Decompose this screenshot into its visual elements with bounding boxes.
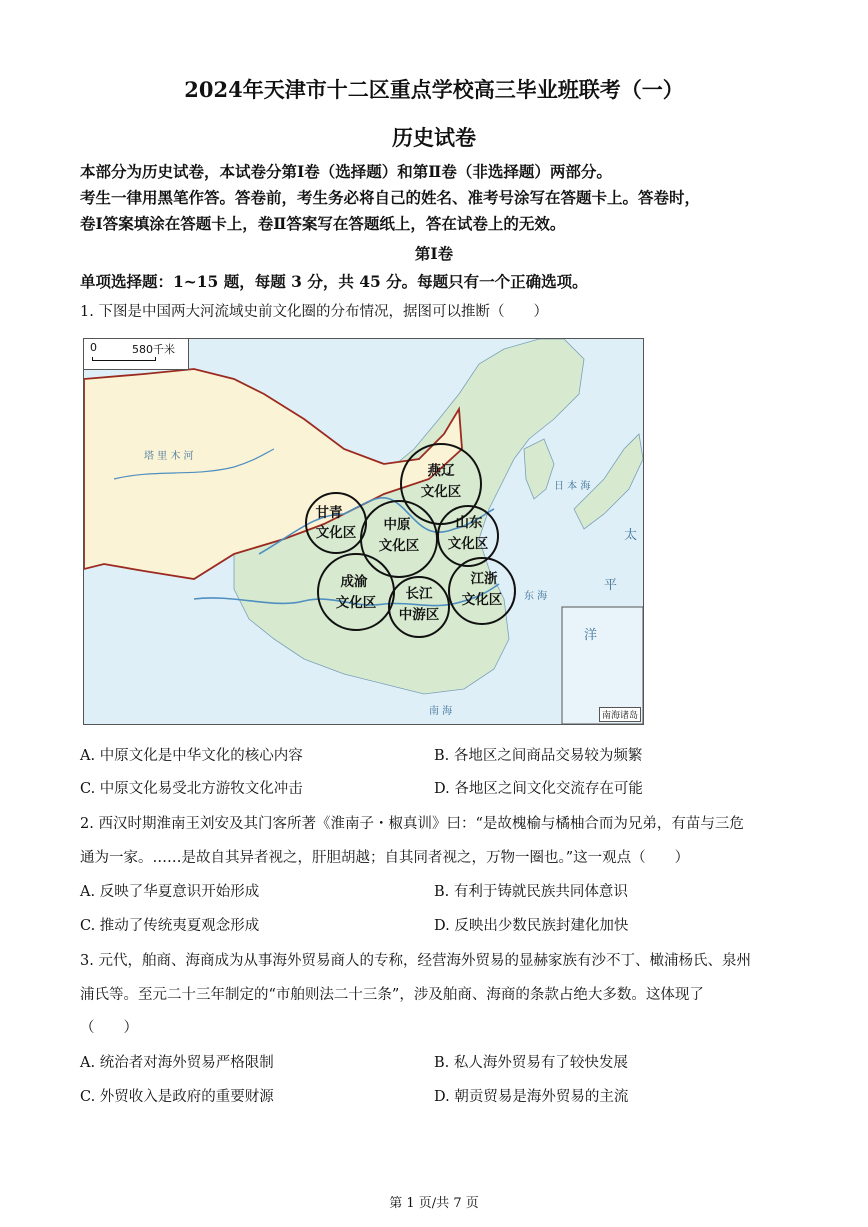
question-1-stem: 1. 下图是中国两大河流域史前文化圈的分布情况，据图可以推断（ ）	[80, 304, 548, 320]
region-label-shandong-2: 文化区	[447, 536, 489, 552]
q2-option-a[interactable]: A. 反映了华夏意识开始形成	[80, 884, 260, 900]
q3-option-d[interactable]: D. 朝贡贸易是海外贸易的主流	[434, 1089, 629, 1105]
region-label-jiangzhe-1: 江浙	[470, 571, 498, 587]
label-tarim-river: 塔 里 木 河	[144, 451, 194, 462]
intro-line-2: 考生一律用黑笔作答。答卷前，考生务必将自己的姓名、准考号涂写在答题卡上。答卷时，	[80, 188, 701, 207]
region-label-zhongyuan-1: 中原	[383, 517, 411, 533]
region-label-changjiang-1: 长江	[405, 586, 433, 602]
label-east-sea: 东 海	[524, 591, 548, 602]
map-graphic	[84, 339, 643, 724]
scale-bar	[92, 357, 156, 361]
scale-zero: 0	[90, 341, 97, 354]
region-label-changjiang-2: 中游区	[398, 607, 440, 623]
question-2-stem-line-2: 通为一家。……是故自其异者视之，肝胆胡越；自其同者视之，万物一圈也。”这一观点（ ）	[80, 850, 690, 866]
region-label-yanliao-2: 文化区	[420, 484, 462, 500]
question-3-stem-line-1: 3. 元代，舶商、海商成为从事海外贸易商人的专称，经营海外贸易的显赫家族有沙不丁、橄浦杨氏、泉州	[80, 953, 751, 969]
intro-line-1: 本部分为历史试卷，本试卷分第Ⅰ卷（选择题）和第Ⅱ卷（非选择题）两部分。	[80, 162, 612, 181]
section-name: 第Ⅰ卷	[414, 244, 454, 263]
page-footer: 第 1 页/共 7 页	[389, 1196, 479, 1211]
region-label-ganqing-1: 甘青	[315, 505, 343, 521]
region-label-chengyu-2: 文化区	[335, 595, 377, 611]
q1-option-a[interactable]: A. 中原文化是中华文化的核心内容	[80, 748, 303, 764]
q2-option-b[interactable]: B. 有利于铸就民族共同体意识	[434, 884, 628, 900]
map-scale	[84, 339, 189, 370]
label-pacific-3: 洋	[584, 628, 598, 643]
q3-option-a[interactable]: A. 统治者对海外贸易严格限制	[80, 1055, 274, 1071]
label-pacific-1: 太	[624, 528, 638, 543]
q1-option-b[interactable]: B. 各地区之间商品交易较为频繁	[434, 748, 643, 764]
region-label-yanliao-1: 燕辽	[427, 463, 455, 479]
label-south-sea: 南 海	[429, 706, 453, 717]
prehistoric-culture-map	[83, 338, 644, 725]
section-instruction: 单项选择题：1~15 题，每题 3 分，共 45 分。每题只有一个正确选项。	[80, 272, 588, 291]
q1-option-d[interactable]: D. 各地区之间文化交流存在可能	[434, 781, 643, 797]
region-label-chengyu-1: 成渝	[340, 574, 368, 590]
intro-line-3: 卷Ⅰ答案填涂在答题卡上，卷Ⅱ答案写在答题纸上，答在试卷上的无效。	[80, 214, 566, 233]
q3-option-b[interactable]: B. 私人海外贸易有了较快发展	[434, 1055, 628, 1071]
q1-option-c[interactable]: C. 中原文化易受北方游牧文化冲击	[80, 781, 303, 797]
region-label-ganqing-2: 文化区	[315, 525, 357, 541]
label-pacific-2: 平	[604, 578, 618, 593]
q3-option-c[interactable]: C. 外贸收入是政府的重要财源	[80, 1089, 274, 1105]
exam-subtitle: 历史试卷	[392, 125, 476, 150]
region-label-shandong-1: 山东	[455, 515, 483, 531]
region-label-zhongyuan-2: 文化区	[378, 538, 420, 554]
label-sea-of-japan: 日 本 海	[554, 481, 591, 492]
inset-label: 南海诸岛	[599, 707, 641, 722]
exam-title: 2024年天津市十二区重点学校高三毕业班联考（一）	[184, 77, 684, 102]
q2-option-d[interactable]: D. 反映出少数民族封建化加快	[434, 918, 629, 934]
q2-option-c[interactable]: C. 推动了传统夷夏观念形成	[80, 918, 260, 934]
region-label-jiangzhe-2: 文化区	[461, 592, 503, 608]
question-2-stem-line-1: 2. 西汉时期淮南王刘安及其门客所著《淮南子・椒真训》曰：“是故槐榆与橘柚合而为兄弟，有苗与三危	[80, 816, 744, 832]
question-3-stem-line-2: 浦氏等。至元二十三年制定的“市舶则法二十三条”，涉及舶商、海商的条款占绝大多数。这体现了	[80, 987, 704, 1003]
question-3-stem-line-3: （ ）	[80, 1020, 138, 1036]
scale-label: 580千米	[132, 343, 175, 356]
